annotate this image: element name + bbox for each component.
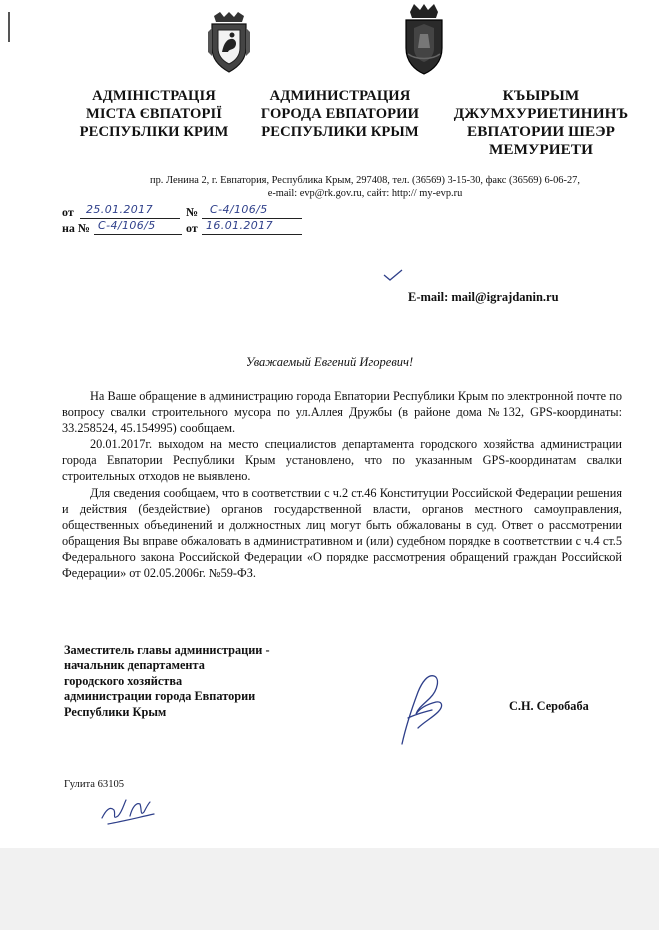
signer-position-line: начальник департамента <box>64 658 205 673</box>
from-date-handwritten: 25.01.2017 <box>86 203 153 216</box>
org-ua-line: АДМІНІСТРАЦІЯ <box>92 88 216 104</box>
org-name-ukrainian <box>68 87 240 141</box>
address-line: пр. Ленина 2, г. Евпатория, Республика Крым, 297408, тел. (36569) 3-15-30, факс (36569) 6-06-27, <box>150 175 580 186</box>
signer-name: С.Н. Серобаба <box>509 699 589 713</box>
from-label: от <box>62 205 74 219</box>
org-ua-line: РЕСПУБЛІКИ КРИМ <box>79 124 229 140</box>
scan-bottom-band <box>0 848 659 930</box>
signer-position-line: Республики Крым <box>64 704 167 719</box>
org-ru-line: РЕСПУБЛИКИ КРЫМ <box>261 124 419 140</box>
org-crh-line: ДЖУМХУРИЕТИНИНЪ <box>453 105 629 122</box>
org-ru-line: АДМИНИСТРАЦИЯ <box>269 88 411 104</box>
crimea-coat-of-arms-icon <box>206 12 252 74</box>
org-name-russian <box>250 87 430 141</box>
paragraph-text: 20.01.2017г. выходом на место специалистов департамента городского хозяйства администрации города Евпатории Республики Крым установлено, что по указанным GPS-координатам свалки строительных отходов не выявлено. <box>62 437 622 483</box>
reply-number-underline <box>94 234 182 235</box>
org-crh-line: ЕВПАТОРИИ ШЕЭР <box>467 123 615 140</box>
org-crh-line: КЪЫРЫМ <box>502 87 580 104</box>
salutation: Уважаемый Евгений Игоревич! <box>245 355 414 369</box>
body-paragraph <box>62 389 622 437</box>
signer-position-line: городского хозяйства <box>64 673 183 688</box>
body-paragraph <box>62 486 622 581</box>
reply-date-underline <box>202 234 302 235</box>
recipient-email: E-mail: mail@igrajdanin.ru <box>408 290 559 304</box>
paragraph-text: На Ваше обращение в администрацию города Евпатории Республики Крым по электронной почте по вопросу свалки строительного мусора по ул.Аллея Дружбы (в районе дома №132, GPS-координаты: 33.258524, 45.154995) сообщаем. <box>62 389 622 435</box>
paragraph-text: Для сведения сообщаем, что в соответствии с ч.2 ст.46 Конституции Российской Федерации решения и действия (бездействие) органов государственной власти, органов местного самоуправления, общественных объединений и должностных лиц могут быть обжалованы в суд. Ответ о рассмотрении обращения Вы вправе обжаловать в административном и (или) судебном порядке в соответствии с ч.4 ст.5 Федерального закона Российской Федерации «О порядке рассмотрения обращений граждан Российской Федерации» от 02.05.2006г. №59-ФЗ. <box>62 486 622 580</box>
signer-position <box>64 643 364 720</box>
handwritten-initials <box>96 788 162 828</box>
org-ua-line: МІСТА ЄВПАТОРІЇ <box>85 106 223 122</box>
org-ru-line: ГОРОДА ЕВПАТОРИИ <box>260 106 420 122</box>
number-label: № <box>186 205 199 219</box>
number-handwritten: С-4/106/5 <box>210 203 268 216</box>
body-paragraph <box>62 437 622 485</box>
scan-margin-mark <box>8 12 10 42</box>
reply-label: на № <box>62 221 90 235</box>
org-name-crimean-tatar <box>428 87 654 159</box>
signer-position-line: Заместитель главы администрации - <box>64 643 270 657</box>
handwritten-signature <box>388 668 452 748</box>
org-crh-line: МЕМУРИЕТИ <box>488 141 593 158</box>
reply-number-handwritten: С-4/106/5 <box>98 219 156 232</box>
reply-from-label: от <box>186 221 198 235</box>
contact-line: e-mail: evp@rk.gov.ru, сайт: http:// my-evp.ru <box>267 188 463 199</box>
check-mark-icon <box>382 268 404 282</box>
executor-note: Гулита 63105 <box>64 779 125 790</box>
reply-date-handwritten: 16.01.2017 <box>206 219 273 232</box>
evpatoria-coat-of-arms-icon <box>400 4 448 76</box>
signer-position-line: администрации города Евпатории <box>64 689 256 704</box>
